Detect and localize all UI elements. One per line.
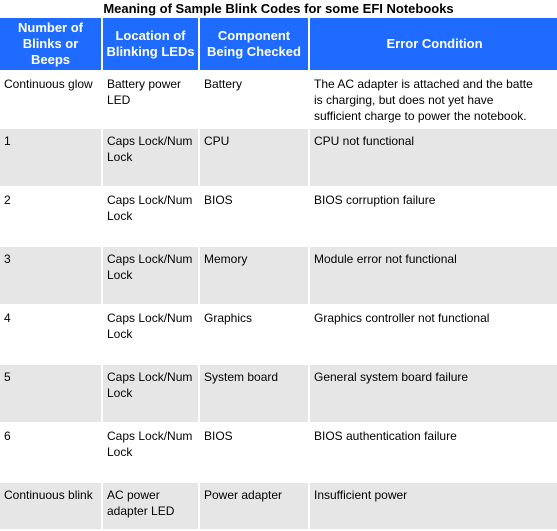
table-body (0, 72, 557, 529)
header-location: Location of Blinking LEDs (103, 18, 198, 70)
error-line: BIOS corruption failure (314, 193, 436, 207)
cell-component: CPU (200, 129, 308, 186)
cell-location: AC power adapter LED (103, 483, 198, 529)
cell-error (310, 365, 557, 422)
cell-blinks: 2 (0, 188, 101, 245)
table-row (0, 129, 557, 186)
table-row (0, 188, 557, 245)
header-blinks: Number of Blinks or Beeps (0, 18, 101, 70)
table-row (0, 365, 557, 422)
cell-error (310, 72, 557, 127)
cell-blinks: 4 (0, 306, 101, 363)
error-line: General system board failure (314, 370, 469, 384)
table-row (0, 247, 557, 304)
cell-location: Caps Lock/Num Lock (103, 365, 198, 422)
cell-component: Graphics (200, 306, 308, 363)
cell-location: Caps Lock/Num Lock (103, 188, 198, 245)
error-line: BIOS authentication failure (314, 429, 457, 443)
header-error: Error Condition (310, 18, 557, 70)
table-title: Meaning of Sample Blink Codes for some EFI Notebooks (103, 1, 454, 16)
cell-blinks: Continuous blink (0, 483, 101, 529)
table-row (0, 306, 557, 363)
blink-codes-table (0, 16, 557, 531)
cell-blinks: 6 (0, 424, 101, 481)
cell-location: Caps Lock/Num Lock (103, 306, 198, 363)
cell-location: Caps Lock/Num Lock (103, 424, 198, 481)
cell-error (310, 129, 557, 186)
cell-error (310, 483, 557, 529)
error-line: Graphics controller not functional (314, 311, 490, 325)
cell-component: System board (200, 365, 308, 422)
cell-blinks: 1 (0, 129, 101, 186)
error-line: The AC adapter is attached and the batte (314, 77, 533, 91)
cell-location: Battery power LED (103, 72, 198, 127)
cell-blinks: 3 (0, 247, 101, 304)
error-line: Module error not functional (314, 252, 457, 266)
cell-location: Caps Lock/Num Lock (103, 247, 198, 304)
error-line: sufficient charge to power the notebook. (314, 109, 527, 123)
error-line: CPU not functional (314, 134, 415, 148)
cell-error (310, 306, 557, 363)
error-line: Insufficient power (314, 488, 408, 502)
cell-component: BIOS (200, 188, 308, 245)
cell-location: Caps Lock/Num Lock (103, 129, 198, 186)
cell-error (310, 424, 557, 481)
cell-error (310, 188, 557, 245)
table-row (0, 483, 557, 529)
table-row (0, 72, 557, 127)
error-line: is charging, but does not yet have (314, 93, 494, 107)
header-component: Component Being Checked (200, 18, 308, 70)
cell-component: BIOS (200, 424, 308, 481)
cell-blinks: 5 (0, 365, 101, 422)
table-row (0, 424, 557, 481)
header-row (0, 18, 557, 70)
cell-component: Power adapter (200, 483, 308, 529)
cell-blinks: Continuous glow (0, 72, 101, 127)
cell-component: Battery (200, 72, 308, 127)
cell-error (310, 247, 557, 304)
cell-component: Memory (200, 247, 308, 304)
